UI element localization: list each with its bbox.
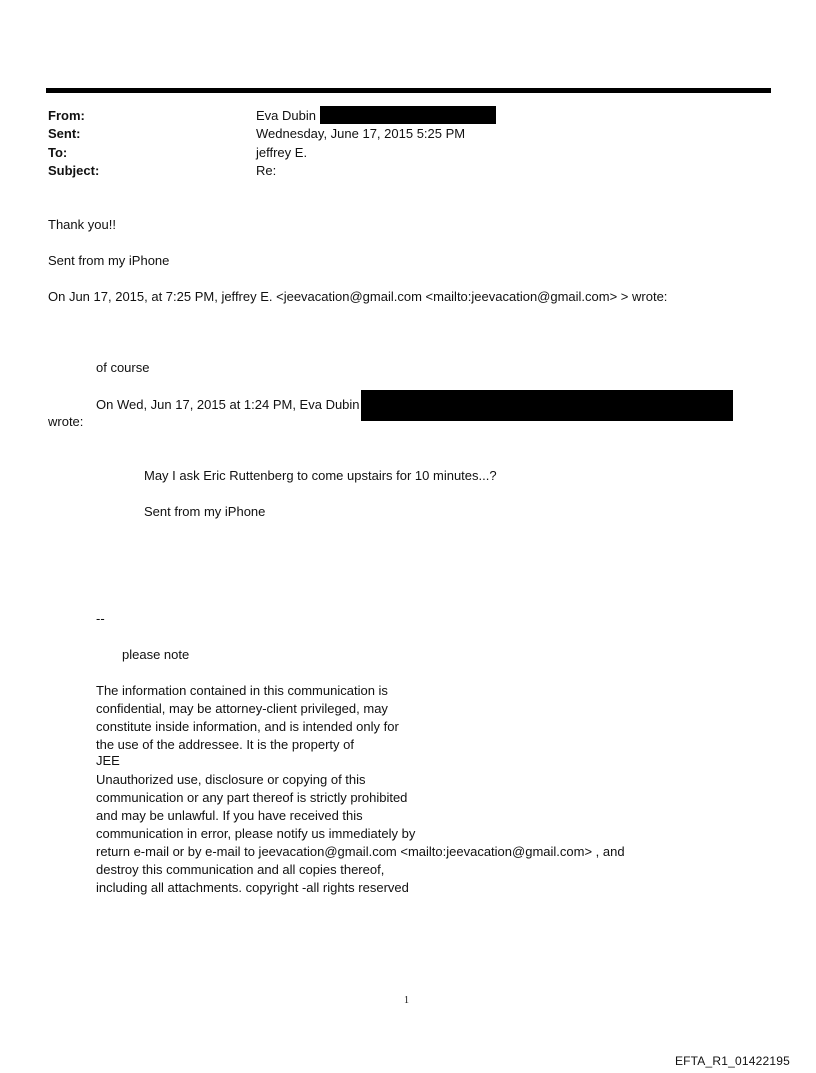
to-label: To: [48,145,68,160]
disclaimer-line: constitute inside information, and is intended only for [96,719,399,734]
body-signature: Sent from my iPhone [48,253,170,268]
disclaimer-line: and may be unlawful. If you have received this [96,808,363,823]
to-value: jeffrey E. [256,145,308,160]
reply-text: of course [96,360,150,375]
redaction-box [320,106,496,124]
disclaimer-line: communication or any part thereof is strictly prohibited [96,790,408,805]
quote-intro: On Jun 17, 2015, at 7:25 PM, jeffrey E. <jeevacation@gmail.com <mailto:jeevacation@gmail.com> > wrote: [48,289,668,304]
body-thanks: Thank you!! [48,217,116,232]
page-number: 1 [404,995,409,1006]
disclaimer-line: the use of the addressee. It is the property of [96,737,354,752]
disclaimer-line: communication in error, please notify us immediately by [96,826,416,841]
header-rule [46,88,771,93]
sent-label: Sent: [48,126,81,141]
please-note: please note [122,647,190,662]
disclaimer-line: return e-mail or by e-mail to jeevacation@gmail.com <mailto:jeevacation@gmail.com> , and [96,844,625,859]
disclaimer-line: confidential, may be attorney-client privileged, may [96,701,388,716]
subject-label: Subject: [48,163,100,178]
disclaimer-line: The information contained in this communication is [96,683,388,698]
inner-quote-intro: On Wed, Jun 17, 2015 at 1:24 PM, Eva Dubin [96,397,360,412]
disclaimer-line: Unauthorized use, disclosure or copying of this [96,772,366,787]
signature-separator: -- [96,611,105,626]
from-label: From: [48,108,85,123]
disclaimer-line: including all attachments. copyright -all rights reserved [96,880,409,895]
inner-quote-wrote: wrote: [48,414,84,429]
document-id: EFTA_R1_01422195 [674,1054,790,1068]
sent-value: Wednesday, June 17, 2015 5:25 PM [256,126,466,141]
redaction-box [361,390,733,421]
disclaimer-line: JEE [96,753,120,768]
from-value: Eva Dubin [256,108,316,123]
inner-message: May I ask Eric Ruttenberg to come upstairs for 10 minutes...? [144,468,497,483]
inner-signature: Sent from my iPhone [144,504,266,519]
subject-value: Re: [256,163,277,178]
disclaimer-line: destroy this communication and all copies thereof, [96,862,385,877]
